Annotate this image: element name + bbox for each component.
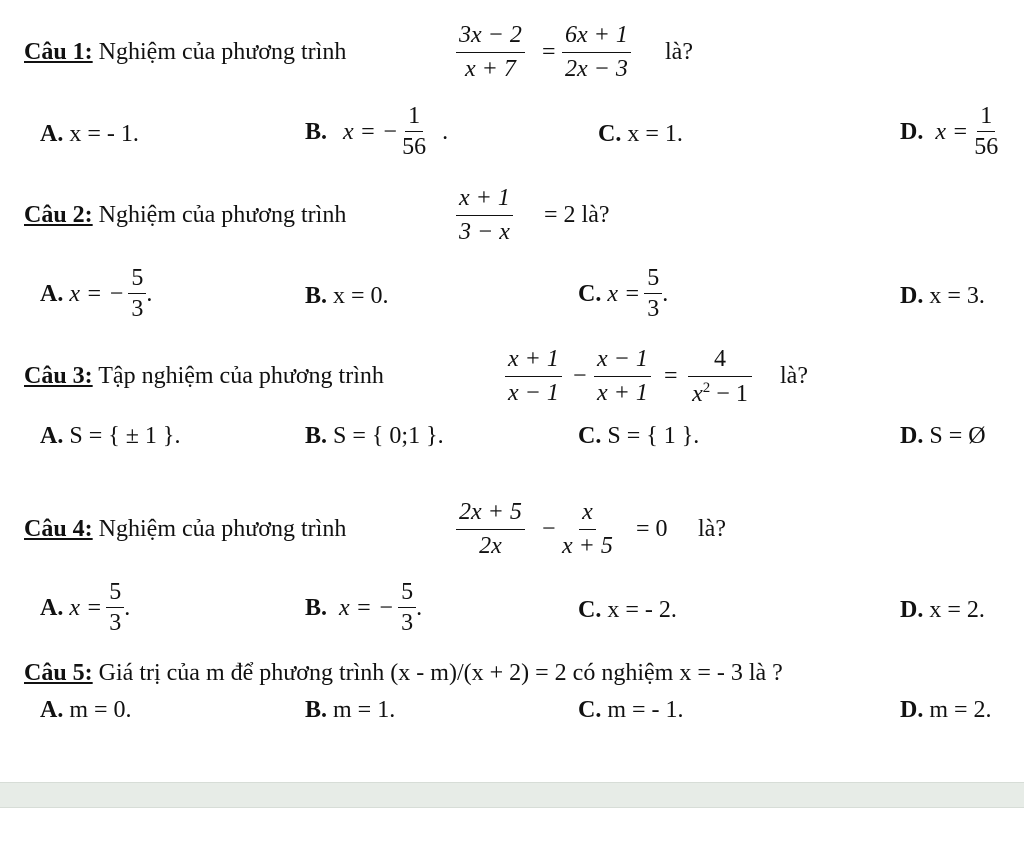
option-suffix: . xyxy=(662,280,669,307)
fraction-numerator: x + 1 xyxy=(505,346,562,377)
question-label: Câu 2: xyxy=(24,202,93,228)
option-letter: B. xyxy=(305,697,328,723)
option-text: x = 2. xyxy=(929,597,985,623)
page-footer-band xyxy=(0,782,1024,808)
answer-option-d[interactable] xyxy=(900,104,998,159)
answer-option-d[interactable] xyxy=(900,424,986,448)
option-prefix: x = − xyxy=(339,594,395,621)
minus-sign: − xyxy=(573,363,587,389)
question-5 xyxy=(24,661,783,685)
option-suffix: . xyxy=(124,594,131,621)
option-text: S = Ø xyxy=(929,423,986,449)
fraction-denominator: 2x − 3 xyxy=(565,56,628,82)
option-prefix: x = xyxy=(607,280,641,307)
answer-option-a[interactable] xyxy=(40,698,132,722)
option-suffix: . xyxy=(416,594,423,621)
equation-fraction xyxy=(456,499,525,560)
question-suffix: là? xyxy=(665,39,693,65)
option-letter: D. xyxy=(900,423,924,449)
option-text: m = - 1. xyxy=(607,697,684,723)
answer-option-a[interactable] xyxy=(40,424,180,448)
option-letter: A. xyxy=(40,697,64,723)
fraction-denominator: x + 7 xyxy=(465,56,516,82)
question-label: Câu 3: xyxy=(24,363,93,389)
equation-fraction xyxy=(688,346,752,408)
option-text: x = 1. xyxy=(627,121,683,147)
answer-option-c[interactable] xyxy=(578,598,677,622)
fraction-numerator: 4 xyxy=(688,346,752,377)
fraction-numerator: x + 1 xyxy=(456,185,513,216)
option-letter: B. xyxy=(305,423,328,449)
option-fraction xyxy=(974,104,998,159)
question-text: Nghiệm của phương trình xyxy=(98,516,347,542)
option-letter: C. xyxy=(578,280,602,307)
option-letter: A. xyxy=(40,121,64,147)
equation-tail: = 2 là? xyxy=(544,202,610,228)
option-prefix: x = − xyxy=(69,280,125,307)
question-4 xyxy=(24,517,346,541)
fraction-numerator: 6x + 1 xyxy=(562,22,631,53)
answer-option-b[interactable] xyxy=(305,104,448,159)
answer-option-a[interactable] xyxy=(40,266,152,321)
equals-sign: = xyxy=(542,39,556,65)
option-letter: D. xyxy=(900,597,924,623)
option-letter: D. xyxy=(900,697,924,723)
fraction-numerator: 5 xyxy=(644,266,662,294)
option-prefix: x = xyxy=(935,118,969,145)
option-suffix: . xyxy=(442,118,449,145)
option-letter: A. xyxy=(40,280,64,307)
question-suffix: là? xyxy=(780,363,808,389)
question-suffix: là? xyxy=(698,516,726,542)
answer-option-d[interactable] xyxy=(900,598,985,622)
question-label: Câu 1: xyxy=(24,39,93,65)
answer-option-d[interactable] xyxy=(900,284,985,308)
answer-option-b[interactable] xyxy=(305,698,395,722)
answer-option-b[interactable] xyxy=(305,424,444,448)
equation-fraction xyxy=(562,22,631,83)
question-2 xyxy=(24,203,346,227)
option-letter: A. xyxy=(40,423,64,449)
option-letter: D. xyxy=(900,283,924,309)
question-text: Giá trị của m để phương trình (x - m)/(x + 2) = 2 có nghiệm x = - 3 là ? xyxy=(98,660,783,686)
option-text: x = - 2. xyxy=(607,597,677,623)
answer-option-b[interactable] xyxy=(305,284,389,308)
equation-fraction xyxy=(594,346,651,407)
fraction-denominator: 3 xyxy=(401,610,414,636)
fraction-numerator: 5 xyxy=(106,580,124,608)
option-letter: C. xyxy=(578,423,602,449)
fraction-denominator: x − 1 xyxy=(508,380,559,406)
answer-option-a[interactable] xyxy=(40,580,130,635)
fraction-denominator: 3 xyxy=(131,296,144,322)
option-text: m = 1. xyxy=(333,697,396,723)
answer-option-d[interactable] xyxy=(900,698,992,722)
option-fraction xyxy=(644,266,662,321)
equation-fraction xyxy=(456,185,513,246)
option-fraction xyxy=(398,580,416,635)
fraction-denominator: 3 xyxy=(109,610,122,636)
equation-tail: = 0 xyxy=(636,516,668,542)
fraction-numerator: 5 xyxy=(398,580,416,608)
answer-option-c[interactable] xyxy=(578,698,684,722)
option-fraction xyxy=(402,104,426,159)
answer-option-b[interactable] xyxy=(305,580,422,635)
fraction-denominator: 2x xyxy=(479,533,502,559)
option-letter: C. xyxy=(598,121,622,147)
question-1 xyxy=(24,40,346,64)
option-letter: B. xyxy=(305,118,328,145)
equation-fraction xyxy=(562,499,613,560)
question-label: Câu 4: xyxy=(24,516,93,542)
question-label: Câu 5: xyxy=(24,660,93,686)
option-text: S = { ± 1 }. xyxy=(69,423,181,449)
fraction-denominator: 3 − x xyxy=(459,219,510,245)
question-text: Tập nghiệm của phương trình xyxy=(98,363,384,389)
fraction-numerator: 1 xyxy=(977,104,995,132)
fraction-numerator: 1 xyxy=(405,104,423,132)
option-text: m = 0. xyxy=(69,697,132,723)
answer-option-c[interactable] xyxy=(578,424,699,448)
minus-sign: − xyxy=(542,516,556,542)
option-text: x = 0. xyxy=(333,283,389,309)
answer-option-c[interactable] xyxy=(578,266,668,321)
fraction-denominator-rest: − 1 xyxy=(710,381,748,407)
option-letter: D. xyxy=(900,118,924,145)
question-text: Nghiệm của phương trình xyxy=(98,39,347,65)
fraction-denominator: x + 1 xyxy=(597,380,648,406)
fraction-denominator: 56 xyxy=(402,134,427,160)
fraction-denominator: 56 xyxy=(974,134,999,160)
option-text: m = 2. xyxy=(929,697,992,723)
fraction-denominator-exponent: 2 xyxy=(702,380,711,396)
fraction-numerator: x − 1 xyxy=(594,346,651,377)
question-text: Nghiệm của phương trình xyxy=(98,202,347,228)
option-letter: A. xyxy=(40,594,64,621)
option-letter: C. xyxy=(578,597,602,623)
option-letter: C. xyxy=(578,697,602,723)
fraction-denominator: 3 xyxy=(647,296,660,322)
fraction-denominator-base: x xyxy=(692,381,703,407)
option-text: S = { 1 }. xyxy=(607,423,700,449)
option-suffix: . xyxy=(146,280,153,307)
answer-option-c[interactable] xyxy=(598,122,683,146)
equals-sign: = xyxy=(664,363,678,389)
fraction-numerator: x xyxy=(579,499,596,530)
option-text: x = - 1. xyxy=(69,121,139,147)
option-prefix: x = xyxy=(69,594,103,621)
option-prefix: x = − xyxy=(343,118,399,145)
fraction-denominator-group xyxy=(692,377,748,408)
option-letter: B. xyxy=(305,283,328,309)
option-text: x = 3. xyxy=(929,283,985,309)
option-letter: B. xyxy=(305,594,328,621)
fraction-numerator: 2x + 5 xyxy=(456,499,525,530)
question-3 xyxy=(24,364,384,388)
option-fraction xyxy=(128,266,146,321)
equation-fraction xyxy=(505,346,562,407)
option-fraction xyxy=(106,580,124,635)
fraction-denominator: x + 5 xyxy=(562,533,613,559)
option-text: S = { 0;1 }. xyxy=(333,423,444,449)
answer-option-a[interactable] xyxy=(40,122,139,146)
fraction-numerator: 3x − 2 xyxy=(456,22,525,53)
equation-fraction xyxy=(456,22,525,83)
fraction-numerator: 5 xyxy=(128,266,146,294)
